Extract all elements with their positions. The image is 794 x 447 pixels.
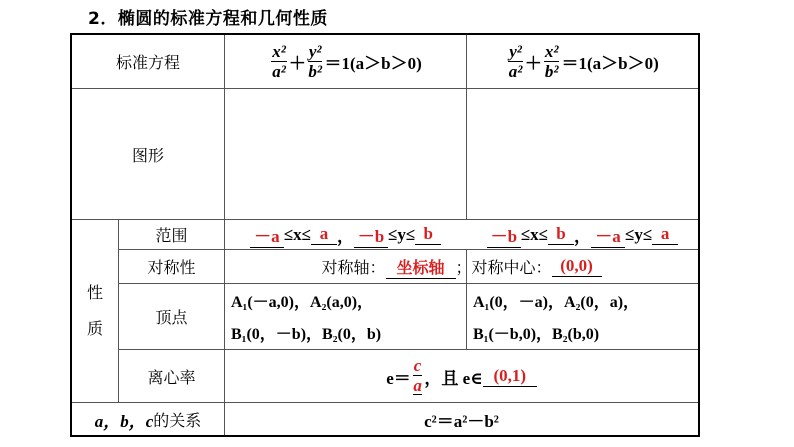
label-figure: 图形 bbox=[131, 145, 164, 165]
answer-blank: 坐标轴 bbox=[386, 255, 456, 279]
numerator: c bbox=[413, 356, 422, 375]
range-x-major bbox=[225, 220, 466, 249]
label-properties bbox=[72, 220, 118, 402]
range-text: ≤x≤ bbox=[283, 224, 311, 244]
relation-text: 的关系 bbox=[153, 410, 202, 430]
answer-blank: a bbox=[652, 224, 678, 245]
label-char: 性 bbox=[86, 283, 103, 302]
fraction-c-over-a bbox=[413, 357, 423, 395]
numerator: y² bbox=[509, 42, 522, 61]
equation-rest: ＝1(a＞b＞0) bbox=[561, 54, 659, 73]
numerator: y² bbox=[308, 42, 322, 61]
answer-blank: －a bbox=[591, 222, 625, 248]
range-text: ≤y≤ bbox=[625, 224, 653, 244]
label-relation bbox=[72, 403, 224, 435]
relation-formula: c²＝a²－b² bbox=[424, 411, 499, 431]
figure-cell-y-major bbox=[467, 89, 698, 219]
answer-blank: a bbox=[311, 224, 337, 245]
label-range: 范围 bbox=[155, 226, 188, 245]
equation-x-major bbox=[225, 35, 466, 88]
vertex-line: B₁(0，－b)，B₂(0，b) bbox=[231, 326, 382, 344]
answer-blank: (0,1) bbox=[483, 366, 537, 387]
fraction-y-over-b bbox=[308, 43, 323, 80]
answer-blank: b bbox=[415, 224, 441, 245]
equation-y-major bbox=[467, 35, 698, 88]
range-text: ≤x≤ bbox=[520, 224, 548, 244]
equation-rest: ＝1(a＞b＞0) bbox=[324, 54, 422, 73]
label-char: 质 bbox=[86, 319, 103, 338]
figure-cell-x-major bbox=[225, 89, 466, 219]
answer-blank: (0,0) bbox=[552, 256, 602, 277]
answer-blank: －b bbox=[487, 222, 521, 248]
fraction-y-over-a bbox=[508, 43, 523, 80]
label-symmetry: 对称性 bbox=[147, 258, 196, 277]
answer-blank: －b bbox=[354, 222, 388, 248]
axis-label: 对称轴： bbox=[321, 258, 386, 277]
denominator: b² bbox=[544, 62, 559, 81]
answer-blank: －a bbox=[250, 222, 284, 248]
separator: ， bbox=[337, 227, 354, 246]
denominator: a² bbox=[272, 62, 286, 81]
relation-vars: a，b，c bbox=[94, 411, 154, 431]
numerator: x² bbox=[272, 42, 286, 61]
label-vertex: 顶点 bbox=[155, 308, 188, 327]
vertex-line: A₁(－a,0)，A₂(a,0)， bbox=[231, 293, 374, 311]
denominator: a bbox=[413, 376, 422, 395]
vertex-y-major bbox=[467, 284, 698, 349]
eccentricity-content bbox=[225, 350, 698, 402]
plus-sign: ＋ bbox=[288, 54, 306, 73]
fraction-x-over-b bbox=[544, 43, 560, 80]
denominator: b² bbox=[308, 62, 322, 81]
vertex-line: B₁(－b,0)，B₂(b,0) bbox=[473, 326, 600, 344]
ellipse-properties-table bbox=[70, 33, 700, 437]
numerator: x² bbox=[544, 42, 559, 61]
label-eccentricity: 离心率 bbox=[147, 367, 196, 387]
fraction-x-over-a bbox=[271, 43, 287, 80]
range-text: ≤y≤ bbox=[388, 224, 416, 244]
symmetry-content bbox=[225, 250, 698, 283]
eccentricity-mid: ，且 e∈ bbox=[424, 368, 483, 388]
center-label: ；对称中心： bbox=[455, 258, 552, 277]
section-heading: 2．椭圆的标准方程和几何性质 bbox=[88, 9, 328, 29]
range-y-major bbox=[467, 220, 698, 249]
separator: ， bbox=[574, 227, 591, 246]
vertex-x-major bbox=[225, 284, 466, 349]
plus-sign: ＋ bbox=[524, 54, 542, 73]
label-standard-equation: 标准方程 bbox=[115, 53, 180, 72]
vertex-line: A₁(0，－a)，A₂(0，a)， bbox=[473, 293, 640, 311]
eccentricity-prefix: e＝ bbox=[386, 368, 411, 388]
answer-blank: b bbox=[548, 224, 574, 245]
denominator: a² bbox=[508, 62, 523, 81]
